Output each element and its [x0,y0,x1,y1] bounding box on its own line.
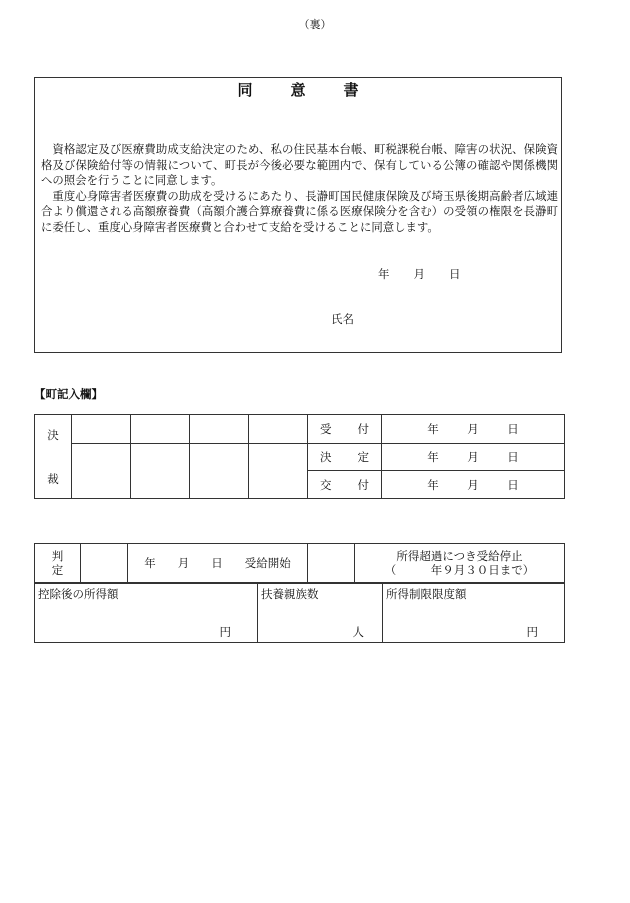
stamp-cell [190,444,249,499]
month-label: 月 [413,267,425,281]
start-mark-cell [308,544,355,583]
judgement-date-cell [128,544,308,583]
stamp-cell [131,444,190,499]
income-limit-cell [383,584,565,643]
month-label: 月 [177,556,190,570]
consent-body [41,142,558,236]
year-label: 年 [427,477,439,492]
month-label: 月 [467,422,479,436]
income-limit-label: 所得制限限度額 [386,587,467,601]
consent-title-char: 同 [237,81,253,99]
row-date-issue [382,471,565,499]
row-label-issue [308,471,382,499]
income-table [34,583,565,643]
day-label: 日 [211,556,223,570]
row-label-char: 交 [320,477,332,492]
dependents-label: 扶養親族数 [261,587,319,601]
year-label: 年 [427,450,439,464]
row-label-char: 付 [357,422,369,436]
month-label: 月 [467,450,479,464]
row-date-receipt [382,415,565,444]
day-label: 日 [449,267,461,281]
decision-table [34,414,565,499]
consent-title-char: 書 [343,81,359,99]
row-label-receipt [308,415,382,444]
stamp-header-cell [72,415,131,444]
consent-paragraph: 資格認定及び医療費助成支給決定のため、私の住民基本台帳、町税課税台帳、障害の状況、保険資格及び保険給付等の情報について、町長が今後必要な範囲内で、保有している公簿の確認や関係機関への照会を行うことに同意します。 [41,142,558,188]
row-date-decision [382,444,565,471]
consent-title [35,79,561,100]
consent-date [378,266,485,282]
stamp-header-cell [249,415,308,444]
day-label: 日 [507,477,519,492]
person-unit: 人 [352,625,364,639]
stop-line: 所得超過につき受給停止 [396,549,523,563]
judgement-mark-cell [81,544,128,583]
kessai-char: 裁 [47,471,59,486]
stamp-header-cell [190,415,249,444]
row-label-char: 付 [357,477,369,492]
consent-paragraph: 重度心身障害者医療費の助成を受けるにあたり、長瀞町国民健康保険及び埼玉県後期高齢者広域連合より償還される高額療養費（高額介護合算療養費に係る医療保険分を含む）の受領の権限を長瀞町に委任し、重度心身障害者医療費と合わせて支給を受けることに同意します。 [41,188,558,234]
stop-line: （ 年９月３０日まで） [384,563,535,577]
year-label: 年 [427,422,439,436]
deducted-income-cell [35,584,258,643]
yen-unit: 円 [219,625,231,639]
dependents-cell [258,584,383,643]
row-label-char: 受 [320,422,332,436]
page-side-label: （裏） [298,18,332,31]
kessai-label [35,415,72,499]
day-label: 日 [507,450,519,464]
row-label-decision [308,444,382,471]
stamp-cell [249,444,308,499]
office-section-label: 【町記入欄】 [34,387,103,401]
stop-cell [355,544,565,583]
start-label: 受給開始 [244,556,291,570]
row-label-char: 決 [320,450,332,464]
consent-box [34,77,562,353]
judgement-table [34,543,565,583]
name-label: 氏名 [331,312,354,326]
stamp-cell [72,444,131,499]
consent-title-char: 意 [290,81,306,99]
row-label-char: 定 [357,450,369,464]
year-label: 年 [378,267,390,281]
judgement-label [35,544,81,583]
yen-unit: 円 [526,625,538,639]
stamp-header-cell [131,415,190,444]
judgement-char: 定 [51,563,64,577]
judgement-char: 判 [51,549,64,563]
year-label: 年 [144,556,156,570]
deducted-income-label: 控除後の所得額 [38,587,119,601]
kessai-char: 決 [47,427,59,442]
month-label: 月 [467,477,479,492]
day-label: 日 [507,422,519,436]
